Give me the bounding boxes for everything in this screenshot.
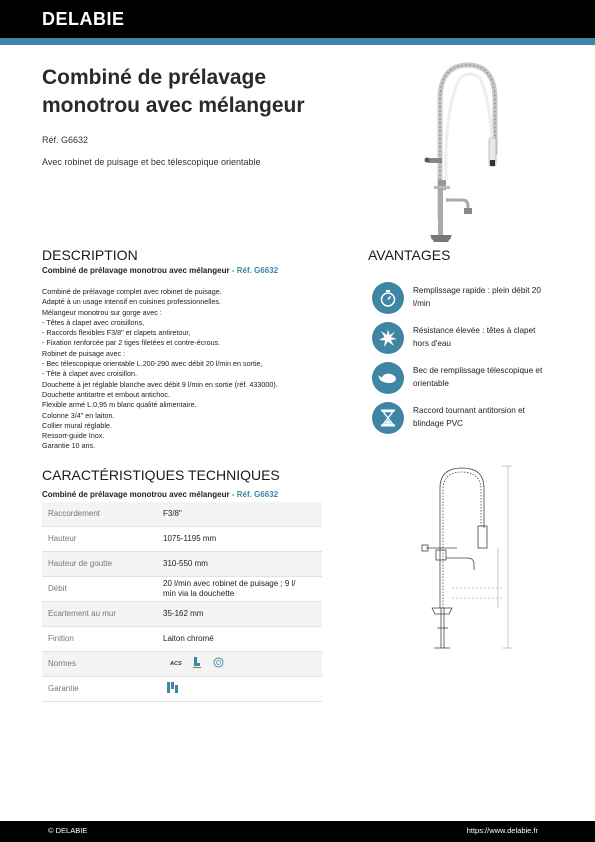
table-row: Finition Laiton chromé xyxy=(42,627,322,652)
description-line: Douchette à jet réglable blanche avec débit 9 l/min en sortie (réf. 433000). xyxy=(42,379,278,389)
description-subheading: Combiné de prélavage monotrou avec mélangeur - Réf. G6632 xyxy=(42,266,279,275)
specs-table xyxy=(42,502,322,702)
table-row: Ecartement au mur 35-162 mm xyxy=(42,602,322,627)
advantages-heading: AVANTAGES xyxy=(368,247,451,263)
description-line: Collier mural réglable. xyxy=(42,420,112,430)
brand-logo[interactable]: DELABIE xyxy=(42,9,125,29)
table-row: Hauteur 1075-1195 mm xyxy=(42,527,322,552)
description-line: - Tête à clapet avec croisillon. xyxy=(42,369,137,379)
description-line: Garantie 10 ans. xyxy=(42,441,96,451)
shatter-icon xyxy=(372,322,404,354)
description-line: Adapté à un usage intensif en cuisines professionnelles. xyxy=(42,297,222,307)
description-text xyxy=(42,287,342,452)
technical-drawing xyxy=(412,458,522,668)
specs-subheading: Combiné de prélavage monotrou avec mélangeur - Réf. G6632 xyxy=(42,490,279,499)
description-line: Combiné de prélavage complet avec robinet de puisage. xyxy=(42,287,222,296)
footer-website-link[interactable]: https://www.delabie.fr xyxy=(466,826,538,835)
footer-copyright: © DELABIE xyxy=(48,826,88,835)
product-reference: Réf. G6632 xyxy=(42,135,89,145)
table-row: Raccordement F3/8" xyxy=(42,502,322,527)
advantage-item: Bec de remplissage télescopique et orientable xyxy=(372,362,562,400)
table-row: Garantie xyxy=(42,677,322,702)
description-line: Mélangeur monotrou sur gorge avec : xyxy=(42,307,162,317)
header-accent-stripe xyxy=(0,38,595,45)
hourglass-icon xyxy=(372,402,404,434)
fish-icon xyxy=(372,362,404,394)
table-row: Hauteur de goutte 310-550 mm xyxy=(42,552,322,577)
table-row: Normes ACS xyxy=(42,652,322,677)
description-line: - Bec télescopique orientable L.200-290 avec débit 20 l/min en sortie, xyxy=(42,359,263,369)
warranty-badge-icon xyxy=(166,681,180,695)
product-title: Combiné de prélavage monotrou avec mélangeur xyxy=(42,66,305,117)
specs-heading: CARACTÉRISTIQUES TECHNIQUES xyxy=(42,467,280,483)
description-line: Colonne 3/4" en laiton. xyxy=(42,410,115,420)
description-line: - Têtes à clapet avec croisillons, xyxy=(42,317,145,327)
advantage-item: Raccord tournant antitorsion et blindage PVC xyxy=(372,402,562,440)
acs-logo: ACS xyxy=(170,661,182,667)
water-quality-icon xyxy=(192,656,202,670)
header-bar xyxy=(0,0,595,38)
table-row: Débit 20 l/min avec robinet de puisage ; 9 l/ min via la douchette xyxy=(42,577,322,602)
advantage-item: Remplissage rapide : plein débit 20 l/min xyxy=(372,282,562,320)
description-line: - Fixation renforcée par 2 tiges filetées et contre-écrous. xyxy=(42,338,221,348)
description-line: Robinet de puisage avec : xyxy=(42,348,126,358)
stopwatch-icon xyxy=(372,282,404,314)
certification-seal-icon xyxy=(213,657,224,668)
description-line: Flexible armé L.0,95 m blanc qualité alimentaire. xyxy=(42,400,197,410)
description-line: Ressort-guide Inox. xyxy=(42,431,105,441)
description-line: Douchette antitartre et embout antichoc. xyxy=(42,389,170,399)
footer-bar xyxy=(0,821,595,842)
product-subtitle: Avec robinet de puisage et bec télescopique orientable xyxy=(42,157,261,167)
description-heading: DESCRIPTION xyxy=(42,247,138,263)
advantage-item: Résistance élevée : têtes à clapet hors d'eau xyxy=(372,322,562,360)
description-line: - Raccords flexibles F3/8" et clapets antiretour, xyxy=(42,328,191,338)
product-photo xyxy=(400,60,520,250)
